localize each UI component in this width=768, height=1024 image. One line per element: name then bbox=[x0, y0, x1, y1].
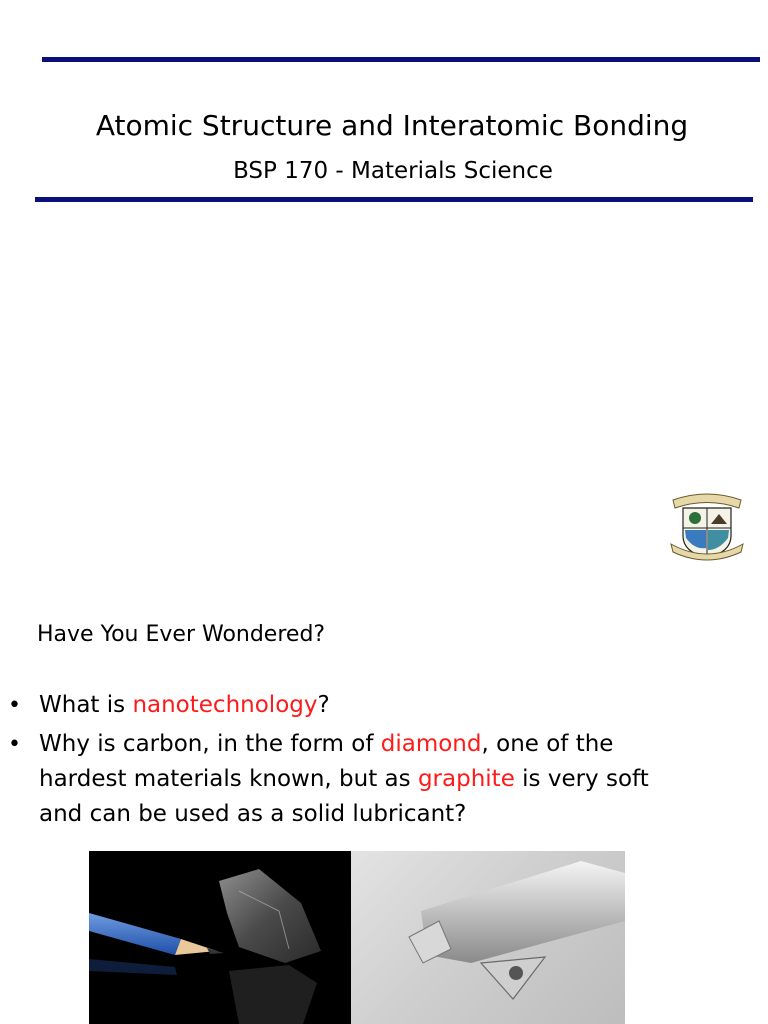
highlighted-term: graphite bbox=[417, 766, 515, 792]
list-item bbox=[0, 727, 659, 832]
university-crest-logo bbox=[669, 488, 745, 564]
section-heading: Have You Ever Wondered? bbox=[37, 622, 326, 647]
highlighted-term: nanotechnology bbox=[132, 692, 318, 718]
pencil-graphite-photo bbox=[89, 851, 351, 1024]
bullet-text: ? bbox=[317, 692, 330, 718]
bullet-text: , one of the hardest materials known, but as bbox=[39, 731, 614, 792]
bullet-text: is very soft and can be used as a solid lubricant? bbox=[39, 766, 649, 827]
diamond-tool-photo bbox=[351, 851, 625, 1024]
slide-subtitle: BSP 170 - Materials Science bbox=[233, 158, 553, 184]
top-divider-line bbox=[42, 57, 760, 62]
bullet-text: Why is carbon, in the form of bbox=[39, 731, 381, 757]
bottom-divider-line bbox=[35, 197, 753, 202]
bullet-icon: • bbox=[8, 693, 21, 718]
slide-title: Atomic Structure and Interatomic Bonding bbox=[95, 109, 689, 142]
question-list bbox=[0, 688, 700, 836]
bullet-text: What is bbox=[39, 692, 133, 718]
list-item bbox=[0, 688, 659, 723]
highlighted-term: diamond bbox=[380, 731, 482, 757]
bullet-icon: • bbox=[8, 732, 21, 757]
